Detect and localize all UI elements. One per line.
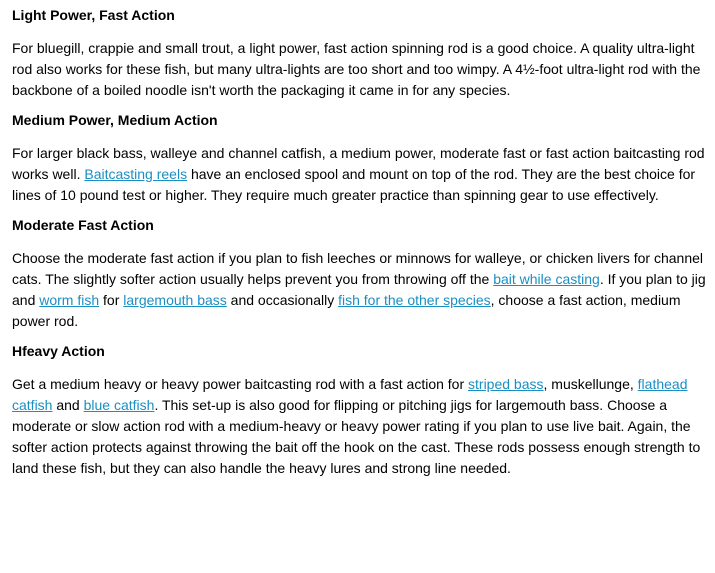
section-paragraph-light-power	[12, 38, 712, 101]
section-heading-medium-power: Medium Power, Medium Action	[12, 112, 218, 128]
striped-bass-link[interactable]: striped bass	[468, 376, 544, 392]
section-heading-moderate-fast: Moderate Fast Action	[12, 217, 154, 233]
baitcasting-reels-link[interactable]: Baitcasting reels	[84, 166, 188, 182]
paragraph-text: . If you plan to jig and	[12, 271, 706, 308]
paragraph-text: for	[99, 292, 124, 308]
flathead-catfish-link[interactable]: flathead catfish	[12, 376, 688, 413]
paragraph-text: have an enclosed spool and mount on top of the rod. They are the best choice for lines of 10 pound test or higher. They require much greater practice than spinning gear to use effectively.	[12, 166, 696, 203]
paragraph-text: Choose the moderate fast action if you plan to fish leeches or minnows for walleye, or chicken livers for channel cats. The slightly softer action usually helps prevent you from throwing off the	[12, 250, 704, 287]
section-heading-light-power: Light Power, Fast Action	[12, 7, 175, 23]
section-paragraph-moderate-fast	[12, 248, 712, 332]
paragraph-text: Get a medium heavy or heavy power baitcasting rod with a fast action for	[12, 376, 469, 392]
worm-fish-link[interactable]: worm fish	[39, 292, 100, 308]
bait-while-casting-link[interactable]: bait while casting	[493, 271, 600, 287]
section-paragraph-medium-power	[12, 143, 712, 206]
paragraph-text: and	[52, 397, 84, 413]
paragraph-text: . This set-up is also good for flipping or pitching jigs for largemouth bass. Choose a moderate or slow action rod with a medium-heavy or heavy power rating if you plan to use live bait. Again, the softer action protects against throwing the bait off the hook on the cast. These rods possess enough strength to land these fish, but they can also handle the heavy lures and strong line needed.	[12, 397, 701, 476]
section-heading-heavy-action: Hfeavy Action	[12, 343, 105, 359]
fish-for-other-species-link[interactable]: fish for the other species	[338, 292, 491, 308]
blue-catfish-link[interactable]: blue catfish	[83, 397, 155, 413]
paragraph-text: For bluegill, crappie and small trout, a light power, fast action spinning rod is a good choice. A quality ultra-light rod also works for these fish, but many ultra-lights are too short and too wimpy. A 4½-foot ultra-light rod with the backbone of a boiled noodle isn't worth the packaging it came in for any species.	[12, 40, 701, 98]
paragraph-text: , choose a fast action, medium power rod.	[12, 292, 681, 329]
largemouth-bass-link[interactable]: largemouth bass	[123, 292, 227, 308]
paragraph-text: For larger black bass, walleye and channel catfish, a medium power, moderate fast or fast action baitcasting rod works well.	[12, 145, 705, 182]
paragraph-text: and occasionally	[226, 292, 339, 308]
section-paragraph-heavy-action	[12, 374, 712, 479]
paragraph-text: , muskellunge,	[543, 376, 638, 392]
